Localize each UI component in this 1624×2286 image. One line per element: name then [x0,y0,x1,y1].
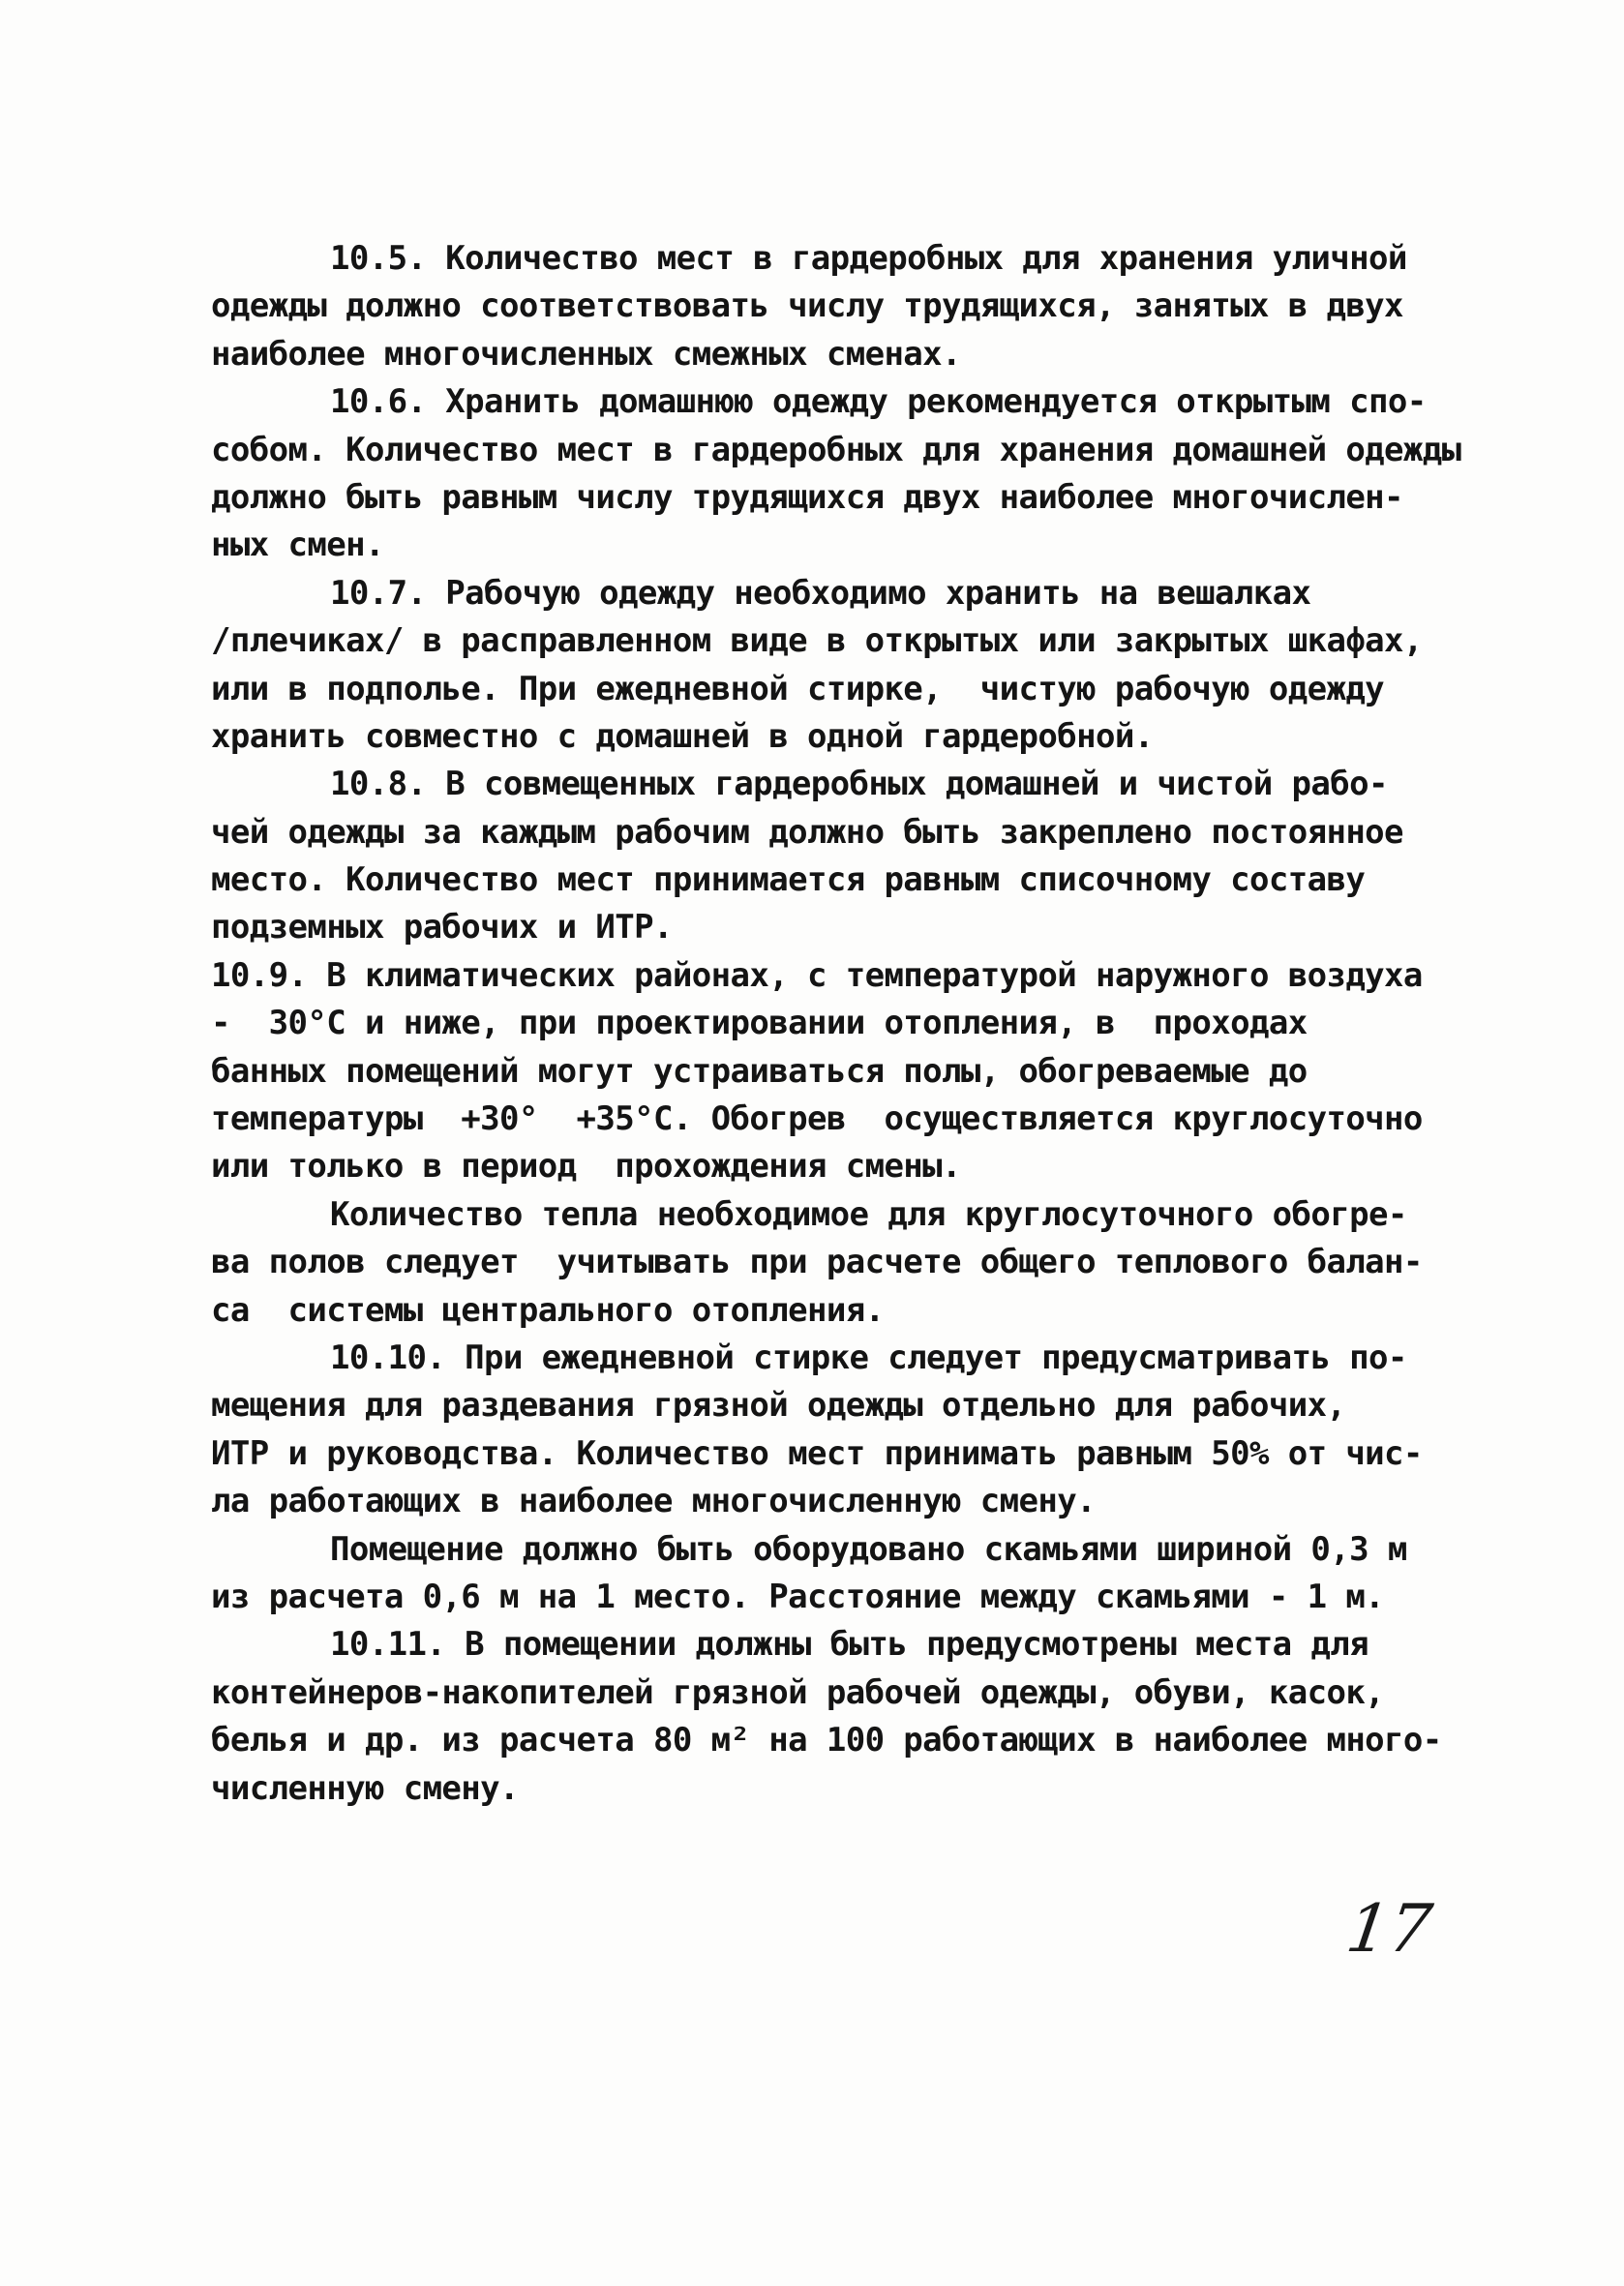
text-line: из расчета 0,6 м на 1 место. Расстояние между скамьями - 1 м. [211,1577,1385,1616]
text-line: мещения для раздевания грязной одежды отдельно для рабочих, [211,1386,1346,1426]
text-line: 10.9. В климатических районах, с температурой наружного воздуха [211,955,1423,995]
text-line: температуры +30° +35°С. Обогрев осуществляется круглосуточно [211,1099,1423,1139]
document-text-block [211,235,1489,1813]
text-line: 10.8. В совмещенных гардеробных домашней и чистой рабо- [330,765,1388,804]
text-line: белья и др. из расчета 80 м² на 100 работающих в наиболее много- [211,1721,1442,1760]
text-line: подземных рабочих и ИТР. [211,908,673,947]
text-line: - 30°С и ниже, при проектировании отопления, в проходах [211,1004,1308,1043]
text-line: 10.7. Рабочую одежду необходимо хранить на вешалках [330,573,1311,613]
text-line: са системы центрального отопления. [211,1290,885,1330]
text-line: 10.6. Хранить домашнюю одежду рекомендуется открытым спо- [330,382,1427,422]
text-line: ИТР и руководства. Количество мест принимать равным 50% от чис- [211,1433,1423,1473]
text-line: численную смену. [211,1768,519,1808]
text-line: или только в период прохождения смены. [211,1147,961,1187]
text-line: ных смен. [211,526,384,565]
text-line: контейнеров-накопителей грязной рабочей одежды, обуви, касок, [211,1672,1385,1712]
text-line: или в подполье. При ежедневной стирке, чистую рабочую одежду [211,669,1385,708]
text-line: Помещение должно быть оборудовано скамьями шириной 0,3 м [330,1529,1407,1569]
text-line: 10.10. При ежедневной стирке следует предусматривать по- [330,1338,1407,1377]
text-line: ла работающих в наиболее многочисленную смену. [211,1482,1097,1521]
text-line: банных помещений могут устраиваться полы, обогреваемые до [211,1051,1308,1091]
page-number: 17 [1341,1891,1437,1968]
text-line: наиболее многочисленных смежных сменах. [211,334,961,374]
text-line: ва полов следует учитывать при расчете общего теплового балан- [211,1243,1423,1282]
text-line: Количество тепла необходимое для круглосуточного обогре- [330,1194,1407,1234]
text-line: 10.5. Количество мест в гардеробных для хранения уличной [330,239,1407,278]
text-line: чей одежды за каждым рабочим должно быть закреплено постоянное [211,812,1403,852]
text-line: хранить совместно с домашней в одной гардеробной. [211,716,1154,756]
text-line: место. Количество мест принимается равным списочному составу [211,860,1366,900]
text-line: 10.11. В помещении должны быть предусмотрены места для [330,1625,1368,1665]
text-line: /плечиках/ в расправленном виде в открытых или закрытых шкафах, [211,621,1423,661]
text-line: одежды должно соответствовать числу трудящихся, занятых в двух [211,286,1403,326]
text-line: собом. Количество мест в гардеробных для хранения домашней одежды [211,430,1461,469]
text-line: должно быть равным числу трудящихся двух наиболее многочислен- [211,477,1403,517]
